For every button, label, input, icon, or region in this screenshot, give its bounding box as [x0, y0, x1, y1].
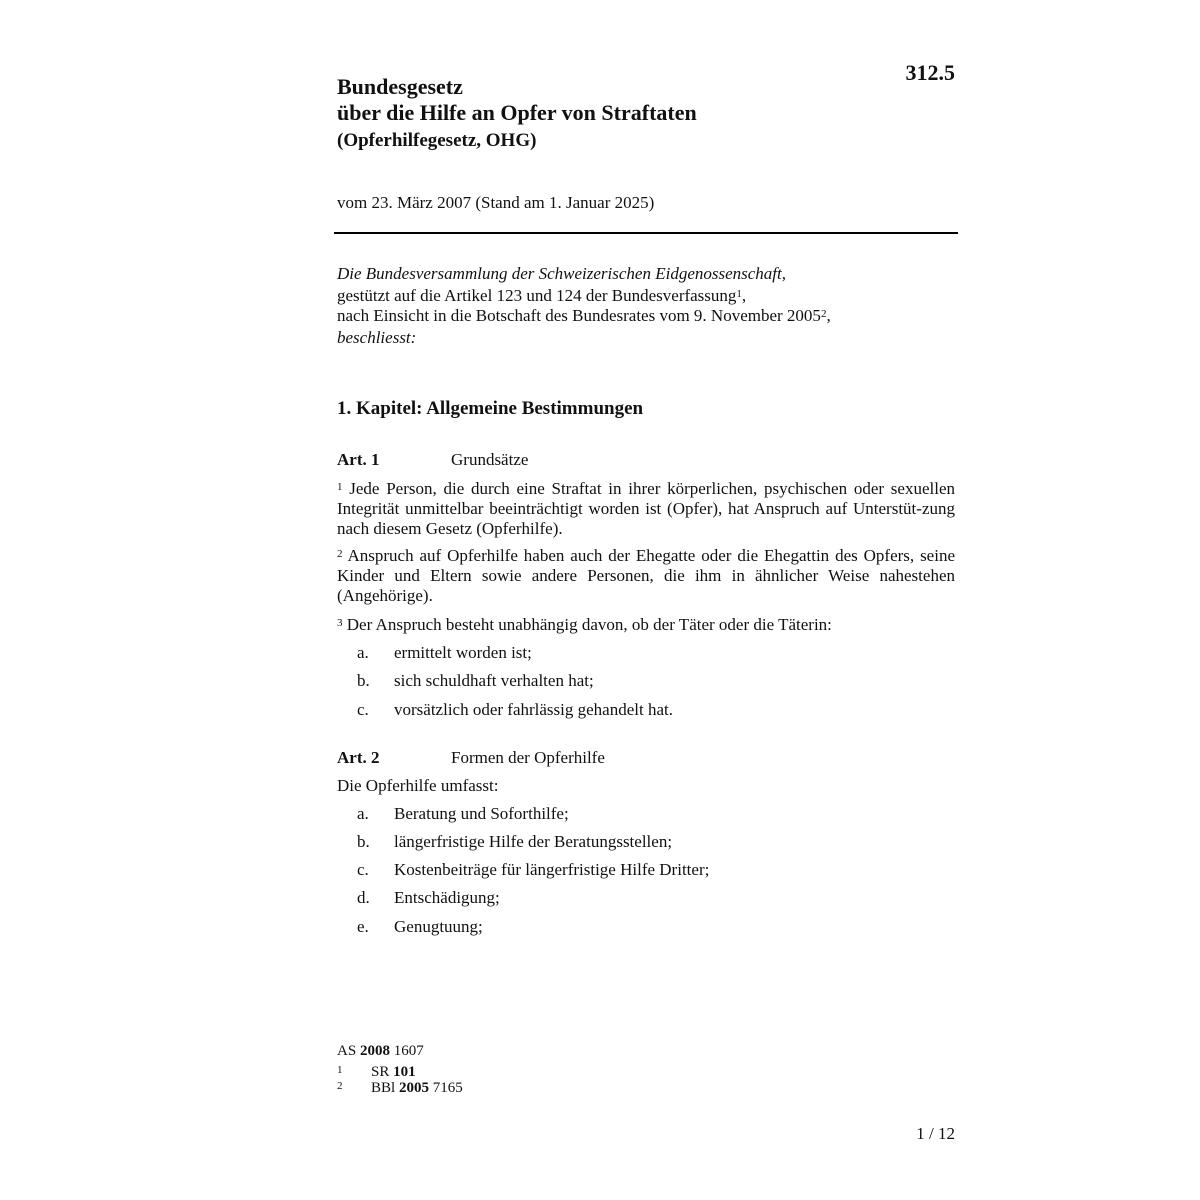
date-line: vom 23. März 2007 (Stand am 1. Januar 2025) — [337, 193, 655, 212]
paragraph-mark: 1 — [337, 481, 343, 493]
article-1-paragraph-1 — [337, 479, 955, 539]
preamble-line-2 — [337, 286, 977, 306]
preamble-line-3-text: nach Einsicht in die Botschaft des Bundesrates vom 9. November 2005 — [337, 306, 821, 325]
preamble-line-1: Die Bundesversammlung der Schweizerischen Eidgenossenschaft, — [337, 264, 786, 283]
footnote-text — [371, 1064, 416, 1080]
list-letter: e. — [357, 917, 369, 936]
paragraph-mark: 2 — [337, 548, 343, 560]
as-page: 1607 — [393, 1043, 424, 1059]
footnote-prefix: BBl — [371, 1080, 396, 1096]
preamble-line-3-end: , — [826, 306, 831, 325]
article-1-paragraph-3 — [337, 615, 955, 635]
preamble-line-2-end: , — [741, 286, 747, 305]
list-text: sich schuldhaft verhalten hat; — [394, 671, 594, 690]
chapter-heading: 1. Kapitel: Allgemeine Bestimmungen — [337, 398, 644, 419]
list-text: Genugtuung; — [394, 917, 483, 936]
title-short-name: (Opferhilfegesetz, OHG) — [337, 130, 537, 151]
list-letter: d. — [357, 888, 370, 907]
footnote-ref-1[interactable]: 1 — [736, 288, 742, 300]
article-1-paragraph-2 — [337, 546, 955, 606]
list-text: vorsätzlich oder fahrlässig gehandelt hat. — [394, 700, 673, 719]
list-letter: a. — [357, 643, 369, 662]
preamble-line-2-text: gestützt auf die Artikel 123 und 124 der Bundesverfassung — [337, 286, 737, 305]
article-1-number: Art. 1 — [337, 450, 380, 469]
footnote-mark: 2 — [337, 1080, 343, 1092]
as-year: 2008 — [359, 1043, 390, 1059]
paragraph-mark: 3 — [337, 617, 343, 629]
article-1-title: Grundsätze — [451, 450, 529, 469]
footnote-year: 2005 — [398, 1080, 429, 1096]
list-text: längerfristige Hilfe der Beratungsstellen; — [394, 832, 673, 851]
list-text: ermittelt worden ist; — [394, 643, 532, 662]
header-divider — [334, 232, 958, 234]
footnote-ref-2[interactable]: 2 — [820, 308, 827, 320]
article-1-heading — [337, 450, 528, 470]
article-2-number: Art. 2 — [337, 748, 380, 767]
list-text: Beratung und Soforthilfe; — [394, 804, 569, 823]
list-letter: c. — [357, 700, 369, 719]
list-text: Entschädigung; — [394, 888, 500, 907]
article-2-title: Formen der Opferhilfe — [451, 748, 605, 767]
list-text: Kostenbeiträge für längerfristige Hilfe Dritter; — [394, 860, 710, 879]
preamble-line-3 — [337, 306, 977, 326]
list-letter: b. — [357, 832, 370, 851]
sr-number: 312.5 — [905, 60, 955, 85]
title-line-1: Bundesgesetz — [337, 74, 463, 99]
list-letter: b. — [357, 671, 370, 690]
footnote-number: 101 — [393, 1064, 416, 1080]
footnote-mark: 1 — [337, 1064, 343, 1076]
preamble-line-4: beschliesst: — [337, 328, 417, 347]
list-letter: a. — [357, 804, 369, 823]
footnote-text — [371, 1080, 463, 1096]
title-line-2: über die Hilfe an Opfer von Straftaten — [337, 100, 697, 125]
paragraph-text: Jede Person, die durch eine Straftat in ihrer körperlichen, psychischen oder sexuellen Integrität unmittelbar beeinträchtigt worden ist (Opfer), hat Anspruch auf Unterstüt-zung nach diesem Gesetz (Opferhilfe). — [337, 479, 955, 538]
preamble — [337, 264, 977, 348]
official-collection-reference — [337, 1043, 424, 1060]
list-letter: c. — [357, 860, 369, 879]
footnote-prefix: SR — [371, 1064, 390, 1080]
footnote-2 — [337, 1080, 637, 1096]
law-title — [337, 74, 697, 154]
paragraph-text: Der Anspruch besteht unabhängig davon, ob der Täter oder die Täterin: — [346, 615, 832, 634]
page-number: 1 / 12 — [916, 1124, 955, 1143]
as-prefix: AS — [337, 1043, 357, 1059]
article-2-heading — [337, 748, 605, 768]
article-2-intro: Die Opferhilfe umfasst: — [337, 776, 499, 795]
footnote-1 — [337, 1064, 637, 1080]
footnote-page: 7165 — [432, 1080, 463, 1096]
paragraph-text: Anspruch auf Opferhilfe haben auch der Ehegatte oder die Ehegattin des Opfers, seine Kinder und Eltern sowie andere Personen, die ihm in ähnlicher Weise nahestehen (Angehörige). — [337, 546, 955, 605]
